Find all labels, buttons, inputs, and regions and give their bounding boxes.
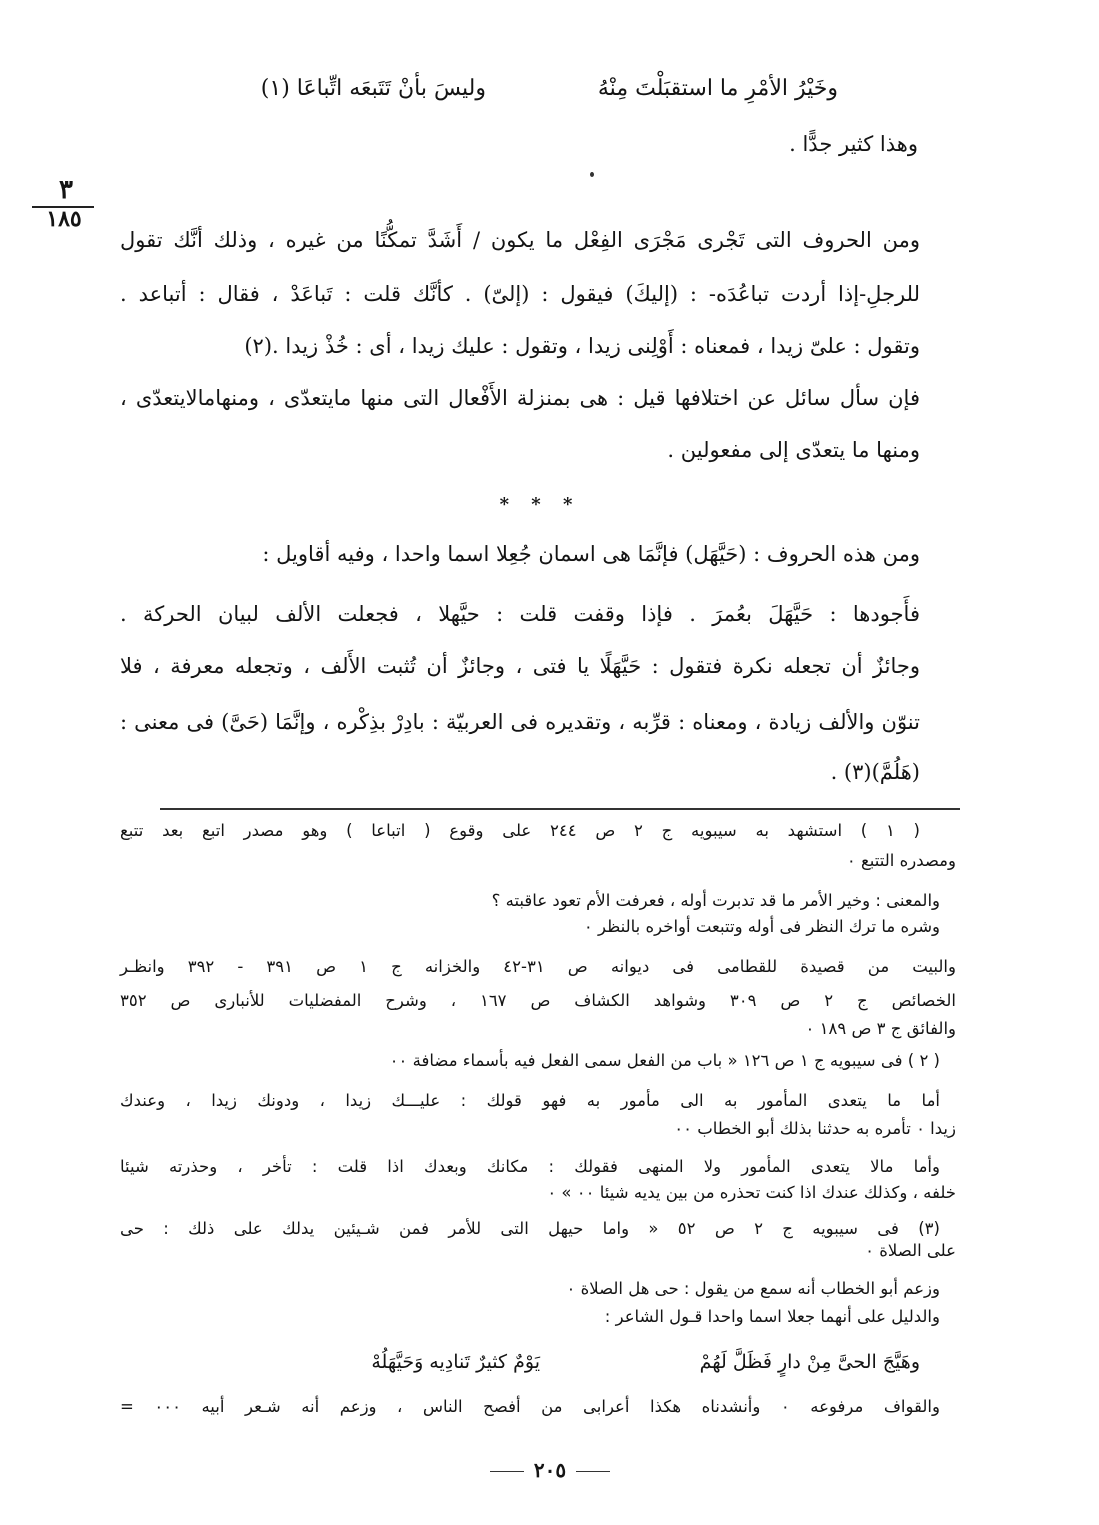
body-line: فإن سأل سائل عن اختلافها قيل : هى بمنزلة الأَفْعال التى منها مايتعدّى ، ومنهامالايتعدّى ، [120, 386, 920, 410]
footnote-verse-hemistich-second: يَوْمٌ كثيرٌ تَنادِيه وَحَيَّهَلُهْ [371, 1351, 540, 1373]
footnote-line: والبيت من قصيدة للقطامى فى ديوانه ص ٣١-٤٢ والخزانه ج ١ ص ٣٩١ - ٣٩٢ وانظـر [120, 957, 956, 976]
body-line: للرجلِ-إذا أردت تباعُدَه- : (إليكَ) فيقول : (إلىّ) . كأنَّك قلت : تَباعَدْ ، فقال : أتباعد . [120, 282, 920, 306]
footnote-line: والمعنى : وخير الأمر ما قد تدبرت أوله ، فعرفت الأم تعود عاقبته ؟ [491, 891, 940, 910]
footnote-line: والدليل على أنهما جعلا اسما واحدا قـول الشاعر : [604, 1307, 940, 1326]
page-number-value: ٢٠٥ [533, 1458, 567, 1482]
footnote-line: ( ٢ ) فى سيبويه ج ١ ص ١٢٦ « باب من الفعل سمى الفعل فيه بأسماء مضافة ٠٠ [389, 1051, 940, 1070]
body-line: وهذا كثير جدًّا . [789, 132, 918, 156]
footnote-line: على الصلاة ٠ [865, 1241, 956, 1260]
footnote-line: الخصائص ج ٢ ص ٣٠٩ وشواهد الكشاف ص ١٦٧ ، وشرح المفضليات للأنبارى ص ٣٥٢ [120, 991, 956, 1010]
ink-dot [590, 172, 594, 177]
body-line: ومنها ما يتعدّى إلى مفعولين . [667, 438, 920, 462]
margin-reference-top: ٣ [59, 175, 73, 205]
page-number-dash [490, 1471, 524, 1472]
footnote-line: وزعم أبو الخطاب أنه سمع من يقول : حى هل الصلاة ٠ [566, 1279, 940, 1298]
footnote-verse-hemistich-first: وهَيَّجَ الحىَّ مِنْ دارٍ فَظَلَّ لَهُمْ [699, 1351, 920, 1373]
footnote-line: (٣) فى سيبويه ج ٢ ص ٥٢ « واما حيهل التى للأمر فمن شـيئين يدلك على ذلك : حى [120, 1219, 940, 1238]
body-line: فأَجودها : حَيَّهَلَ بعُمرَ . فإذا وقفت قلت : حيَّهلا ، فجعلت الألف لبيان الحركة . [120, 602, 920, 626]
footnote-line: أما ما يتعدى المأمور به الى مأمور به فهو قولك : عليـــك زيدا ، ودونك زيدا ، وعندك [120, 1091, 940, 1110]
footnote-line: وشره ما ترك النظر فى أوله وتتبعت أواخره بالنظر ٠ [583, 917, 940, 936]
section-separator: * * * [499, 494, 581, 515]
footnote-line: وأما مالا يتعدى المأمور ولا المنهى فقولك : مكانك وبعدك اذا قلت : تأخر ، وحذرته شيئا [120, 1157, 940, 1176]
body-line: ومن هذه الحروف : (حَيَّهَل) فإنَّمَا هى اسمان جُعِلا اسما واحدا ، وفيه أقاويل : [262, 542, 920, 566]
footnote-line: والقواف مرفوعه ٠ وأنشدناه هكذا أعرابى من أفصح الناس ، وزعم أنه شـعر أبيه ٠٠٠ = [120, 1397, 940, 1416]
body-line: (هَلُمَّ)(٣) . [830, 760, 920, 784]
footnote-line: زيدا ٠ تأمره به حدثنا بذلك أبو الخطاب ٠٠ [674, 1119, 956, 1138]
body-line: تنوّن والألف زيادة ، ومعناه : قرِّبه ، وتقديره فى العربيّة : بادِرْ بذِكْره ، وإنَّمَا (حَىَّ) فى معنى : [120, 710, 920, 734]
footnote-line: ( ١ ) استشهد به سيبويه ج ٢ ص ٢٤٤ على وقوع ( اتباعا ) وهو مصدر اتبع بعد تتبع [120, 821, 920, 840]
footnote-separator-rule [160, 808, 960, 810]
body-line: وتقول : علىّ زيدا ، فمعناه : أَوْلِنى زيدا ، وتقول : عليك زيدا ، أى : خُذْ زيدا .(٢) [244, 334, 920, 358]
page-number-dash [576, 1471, 610, 1472]
body-line: ومن الحروف التى تَجْرى مَجْرَى الفِعْل ما يكون / أَشَدَّ تمكُّنًا من غيره ، وذلك أنَّك تقول [120, 228, 920, 252]
margin-reference-bottom: ١٨٥ [46, 206, 82, 232]
body-line: وجائزٌ أن تجعله نكرة فتقول : حَيَّهَلًا يا فتى ، وجائزٌ أن تُثبت الأَلف ، وتجعله معرفة ، فلا [120, 654, 920, 678]
footnote-line: والفائق ج ٣ ص ١٨٩ ٠ [805, 1019, 956, 1038]
verse-hemistich-second: وليسَ بأنْ تَتَبعَه اتِّباعَا (١) [260, 76, 486, 101]
verse-hemistich-first: وخَيْرُ الأمْرِ ما استقبَلْتَ مِنْهُ [597, 76, 838, 101]
footnote-line: خلفه ، وكذلك عندك اذا كنت تحذره من بين يديه شيئا ٠٠ » ٠ [547, 1183, 956, 1202]
footnote-line: ومصدره التتبع ٠ [846, 851, 956, 870]
page-number [440, 1458, 660, 1482]
